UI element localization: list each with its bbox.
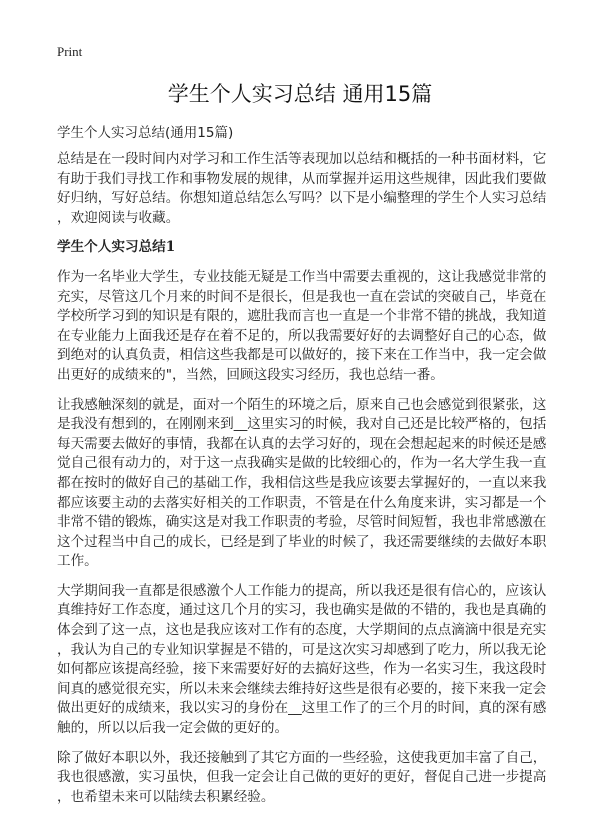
text-line: 好归纳，写好总结。你想知道总结怎么写吗？以下是小编整理的学生个人实习总结 xyxy=(57,190,547,207)
section-heading: 学生个人实习总结1 xyxy=(57,239,176,256)
text-line: 我也很感激，实习虽快，但我一定会让自己做的更好的更好，督促自己进一步提高 xyxy=(57,769,547,786)
body-paragraph xyxy=(57,749,557,808)
text-line: ，欢迎阅读与收藏。 xyxy=(57,209,180,226)
section-body xyxy=(57,268,557,807)
text-line: 是我没有想到的，在刚刚来到__这里实习的时候，我对自己还是比较严格的，包括 xyxy=(57,416,547,433)
document-body xyxy=(57,150,557,817)
text-line: 触的，所以以后我一定会做的更好的。 xyxy=(57,720,289,737)
text-line: 这个过程当中自己的成长，已经是到了毕业的时候了，我还需要继续的去做好本职 xyxy=(57,533,547,550)
text-line: 做出更好的成绩来，我以实习的身份在__这里工作了的三个月的时间，真的深有感 xyxy=(57,700,547,717)
text-line: 学校所学习到的知识是有限的，遮肚我而言也一直是一个非常不错的挑战，我知道 xyxy=(57,308,547,325)
text-line: ，我认为自己的专业知识掌握是不错的，可是这次实习却感到了吃力，所以我无论 xyxy=(57,641,547,658)
body-paragraph xyxy=(57,582,557,739)
text-line: 让我感触深刻的就是，面对一个陌生的环境之后，原来自己也会感觉到很紧张，这 xyxy=(57,396,547,413)
text-line: 作为一名毕业大学生，专业技能无疑是工作当中需要去重视的，这让我感觉非常的 xyxy=(57,268,547,285)
text-line: 大学期间我一直都是很感激个人工作能力的提高，所以我还是很有信心的，应该认 xyxy=(57,582,547,599)
text-line: 工作。 xyxy=(57,553,98,570)
text-line: 有助于我们寻找工作和事物发展的规律，从而掌握并运用这些规律，因此我们要做 xyxy=(57,170,547,187)
text-line: 觉自己很有动力的，对于这一点我确实是做的比较细心的，作为一名大学生我一直 xyxy=(57,455,547,472)
text-line: 如何都应该提高经验，接下来需要好好的去搞好这些，作为一名实习生，我这段时 xyxy=(57,661,547,678)
text-line: 总结是在一段时间内对学习和工作生活等表现加以总结和概括的一种书面材料，它 xyxy=(57,151,547,167)
text-line: 出更好的成绩来的"，当然，回顾这段实习经历，我也总结一番。 xyxy=(57,366,444,383)
text-line: 充实，尽管这几个月来的时间不是很长，但是我也一直在尝试的突破自己，毕竟在 xyxy=(57,288,547,305)
text-line: 非常不错的锻炼，确实这是对我工作职责的考验，尽管时间短暂，我也非常感激在 xyxy=(57,514,547,531)
body-paragraph xyxy=(57,396,557,572)
intro-paragraph xyxy=(57,150,557,228)
text-line: 体会到了这一点，这也是我应该对工作有的态度，大学期间的点点滴滴中很是充实 xyxy=(57,622,547,639)
text-line: 在专业能力上面我还是存在着不足的，所以我需要好好的去调整好自己的心态，做 xyxy=(57,327,547,344)
text-line: 除了做好本职以外，我还接触到了其它方面的一些经验，这使我更加丰富了自己， xyxy=(57,749,547,766)
text-line: 到绝对的认真负责，相信这些我都是可以做好的，接下来在工作当中，我一定会做 xyxy=(57,347,547,364)
text-line: ，也希望未来可以陆续去积累经验。 xyxy=(57,788,275,805)
document-subtitle: 学生个人实习总结(通用15篇) xyxy=(57,125,234,141)
text-line: 都在按时的做好自己的基础工作，我相信这些是我应该要去掌握好的，一直以来我 xyxy=(57,474,547,491)
page-title: 学生个人实习总结 通用15篇 xyxy=(167,82,433,106)
body-paragraph xyxy=(57,268,557,386)
text-line: 每天需要去做好的事情，我都在认真的去学习好的，现在会想起起来的时候还是感 xyxy=(57,435,547,452)
text-line: 都应该要主动的去落实好相关的工作职责，不管是在什么角度来讲，实习都是一个 xyxy=(57,494,547,511)
text-line: 间真的感觉很充实，所以未来会继续去维持好这些是很有必要的，接下来我一定会 xyxy=(57,680,547,697)
print-link[interactable]: Print xyxy=(57,44,83,59)
text-line: 真维持好工作态度，通过这几个月的实习，我也确实是做的不错的，我也是真确的 xyxy=(57,602,547,619)
